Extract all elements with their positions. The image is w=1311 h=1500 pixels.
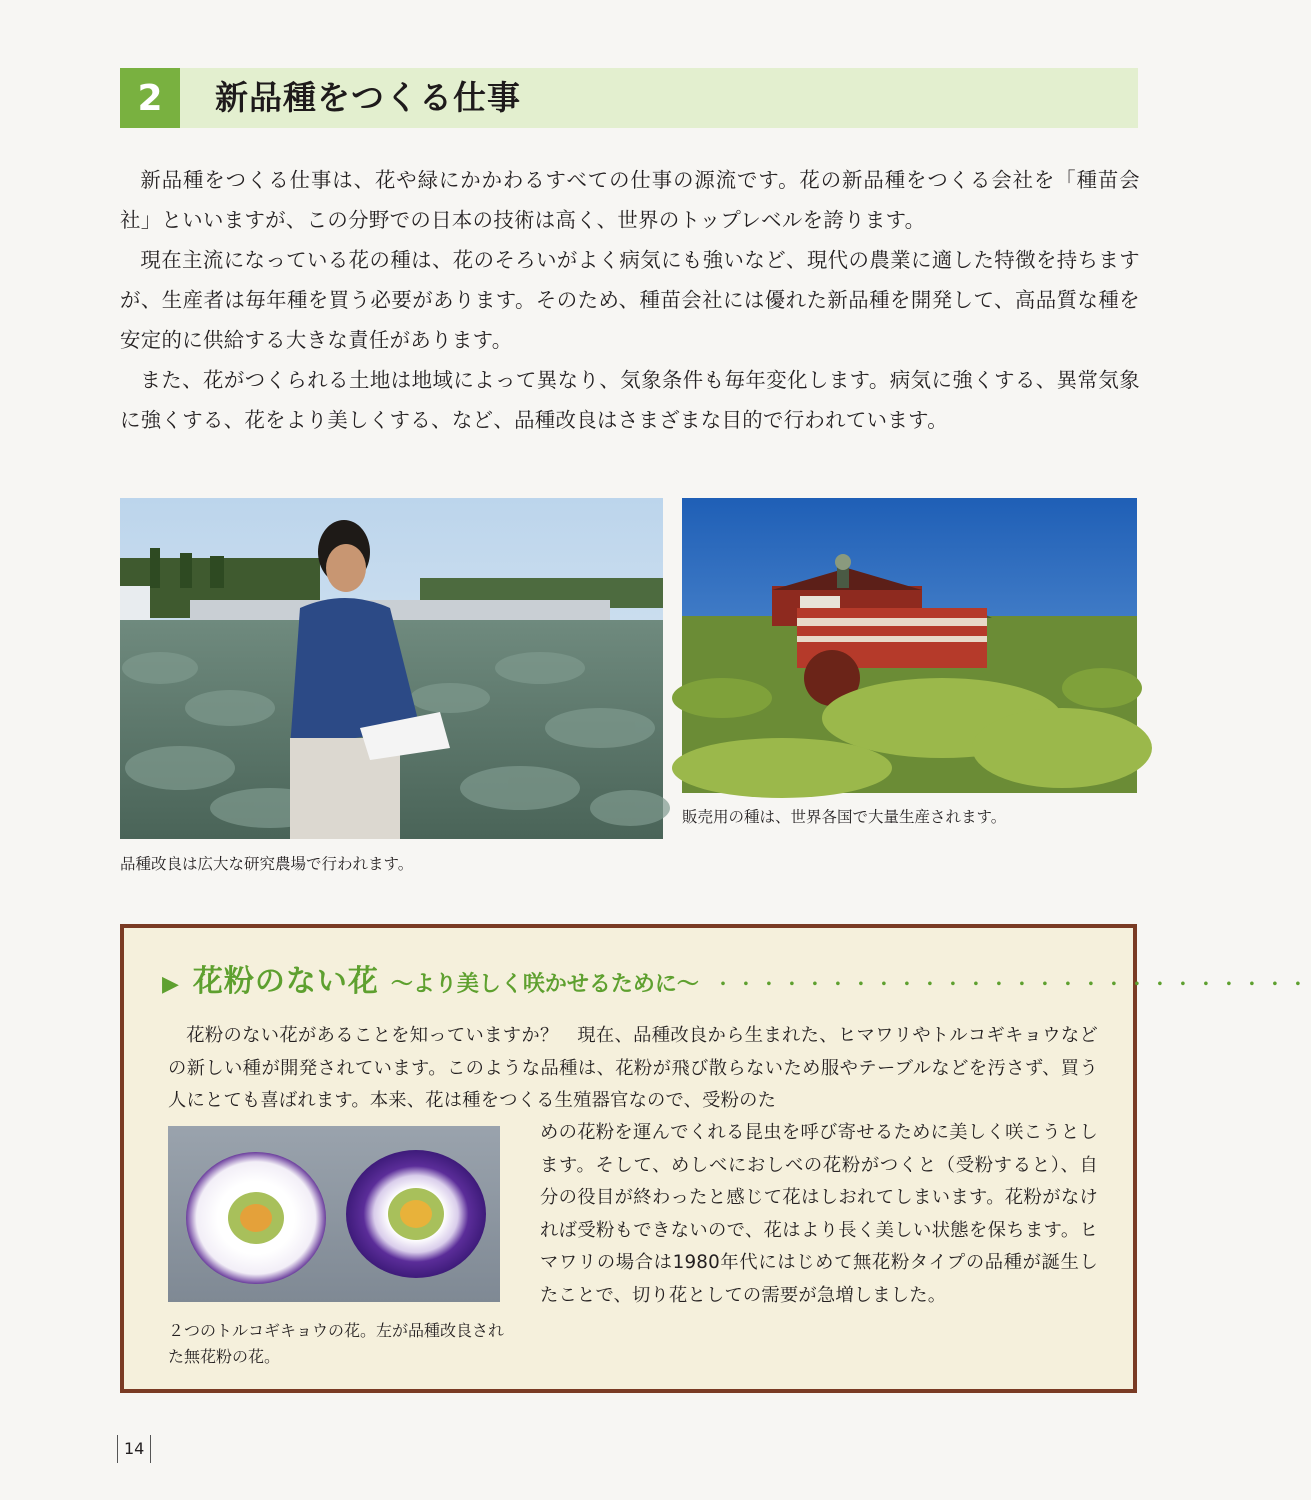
section-title: 新品種をつくる仕事 — [215, 78, 521, 117]
column-text-right: めの花粉を運んでくれる昆虫を呼び寄せるために美しく咲こうとします。そして、めしべにおしべの花粉がつくと（受粉すると）、自分の役目が終わったと感じて花はしおれてしまいます。花粉がなければ受粉もできないので、花はより長く美しい状態を保ちます。ヒマワリの場合は1980年代にはじめて無花粉タイプの品種が誕生したことで、切り花としての需要が急増しました。 — [540, 1122, 1098, 1306]
column-heading — [162, 956, 1311, 1000]
intro-paragraph-2: 現在主流になっている花の種は、花のそろいがよく病気にも強いなど、現代の農業に適した特徴を持ちますが、生産者は毎年種を買う必要があります。そのため、種苗会社には優れた新品種を開発して、高品質な種を安定的に供給する大きな責任があります。 — [120, 248, 1140, 352]
title-dotted-leader: ・・・・・・・・・・・・・・・・・・・・・・・・・・ — [712, 972, 1311, 996]
left-photo-caption: 品種改良は広大な研究農場で行われます。 — [120, 855, 414, 873]
lisianthus-photo — [168, 1126, 500, 1302]
page-number: 14 — [117, 1435, 151, 1463]
triangle-right-icon: ▶ — [162, 972, 179, 997]
research-farm-photo — [120, 498, 663, 839]
intro-paragraph-1: 新品種をつくる仕事は、花や緑にかかわるすべての仕事の源流です。花の新品種をつくる会社を「種苗会社」といいますが、この分野での日本の技術は高く、世界のトップレベルを誇ります。 — [120, 168, 1140, 232]
harvest-photo — [682, 498, 1137, 793]
lisianthus-caption: ２つのトルコギキョウの花。左が品種改良された無花粉の花。 — [168, 1321, 505, 1366]
intro-text — [120, 160, 1140, 440]
column-box — [120, 924, 1311, 1393]
column-text-top: 花粉のない花があることを知っていますか？ 現在、品種改良から生まれた、ヒマワリやトルコギキョウなどの新しい種が開発されています。このような品種は、花粉が飛び散らないため服やテーブルなどを汚さず、買う人にとても喜ばれます。本来、花は種をつくる生殖器官なので、受粉のた — [168, 1025, 1098, 1111]
intro-paragraph-3: また、花がつくられる土地は地域によって異なり、気象条件も毎年変化します。病気に強くする、異常気象に強くする、花をより美しくする、など、品種改良はさまざまな目的で行われています。 — [120, 368, 1140, 432]
column-title: 花粉のない花 — [192, 964, 379, 999]
right-photo-caption: 販売用の種は、世界各国で大量生産されます。 — [682, 808, 1007, 826]
section-header — [120, 68, 1138, 128]
column-subtitle: ～より美しく咲かせるために～ — [390, 972, 699, 997]
section-number: 2 — [120, 68, 180, 128]
